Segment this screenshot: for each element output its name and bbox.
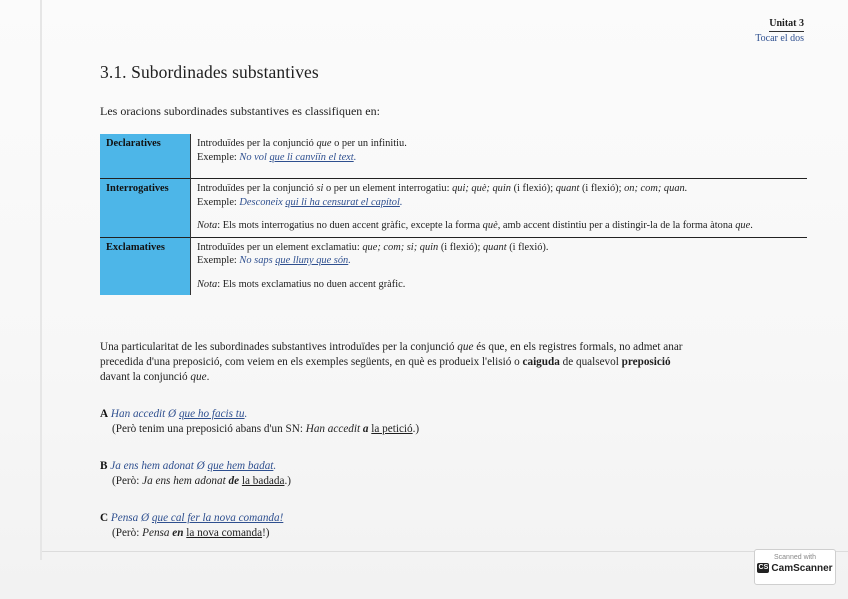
definition-declaratives: Introduïdes per la conjunció que o per un infinitiu.: [197, 138, 407, 149]
definition-exclamatives: Introduïdes per un element exclamatiu: que; com; si; quin (i flexió); quant (i flexió).: [197, 241, 549, 253]
watermark-caption: Scanned with: [773, 554, 817, 561]
row-declaratives: [100, 134, 807, 179]
watermark-brand: CS CamScanner: [758, 563, 833, 574]
example-declaratives: Exemple: No vol que li canviïn el text.: [197, 151, 357, 163]
content-interrogatives: [191, 179, 808, 238]
example-a: A Han accedit Ø que ho facis tu. (Però tenim una preposició abans d'un SN: Han accedit a la petició.): [100, 408, 420, 435]
section-title: 3.1. Subordinades substantives: [100, 62, 319, 82]
unit-topic: Tocar el dos: [755, 33, 804, 44]
example-b: B Ja ens hem adonat Ø que hem badat. (Però: Ja ens hem adonat de la badada.): [100, 460, 291, 487]
page-bottom-edge: [42, 551, 848, 552]
page-header: [755, 17, 804, 45]
content-exclamatives: [191, 237, 808, 295]
row-exclamatives: [100, 237, 807, 295]
unit-label: Unitat 3: [769, 17, 804, 32]
example-exclamatives: Exemple: No saps que lluny que són.: [197, 255, 351, 266]
example-interrogatives: Exemple: Desconeix qui li ha censurat el capítol.: [197, 196, 403, 208]
note-exclamatives: Nota: Els mots exclamatius no duen accent gràfic.: [197, 278, 406, 290]
content-declaratives: [191, 134, 808, 179]
label-declaratives: Declaratives: [100, 134, 191, 179]
page-edge: [40, 0, 42, 560]
camscanner-icon: CS: [758, 564, 769, 572]
row-interrogatives: [100, 179, 807, 238]
label-exclamatives: Exclamatives: [100, 237, 191, 295]
subordinate-types-table: [100, 134, 807, 295]
explanation-paragraph: Una particularitat de les subordinades substantives introduïdes per la conjunció que és que, en els registres formals, no admet anar precedida d'una preposició, com veiem en els exemples següents, en què es produeix l'elisió o caiguda de qualsevol preposició davant la conjunció que.: [100, 341, 683, 383]
camscanner-watermark: [754, 549, 836, 585]
section-intro: Les oracions subordinades substantives es classifiquen en:: [100, 104, 380, 118]
note-interrogatives: Nota: Els mots interrogatius no duen accent gràfic, excepte la forma què, amb accent distintiu per a distingir-la de la forma àtona que.: [197, 220, 753, 231]
label-interrogatives: Interrogatives: [100, 179, 191, 238]
definition-interrogatives: Introduïdes per la conjunció si o per un element interrogatiu: qui; què; quin (i flexió); quant (i flexió); on; com; quan.: [197, 183, 688, 194]
example-c: C Pensa Ø que cal fer la nova comanda! (Però: Pensa en la nova comanda!): [100, 512, 284, 539]
